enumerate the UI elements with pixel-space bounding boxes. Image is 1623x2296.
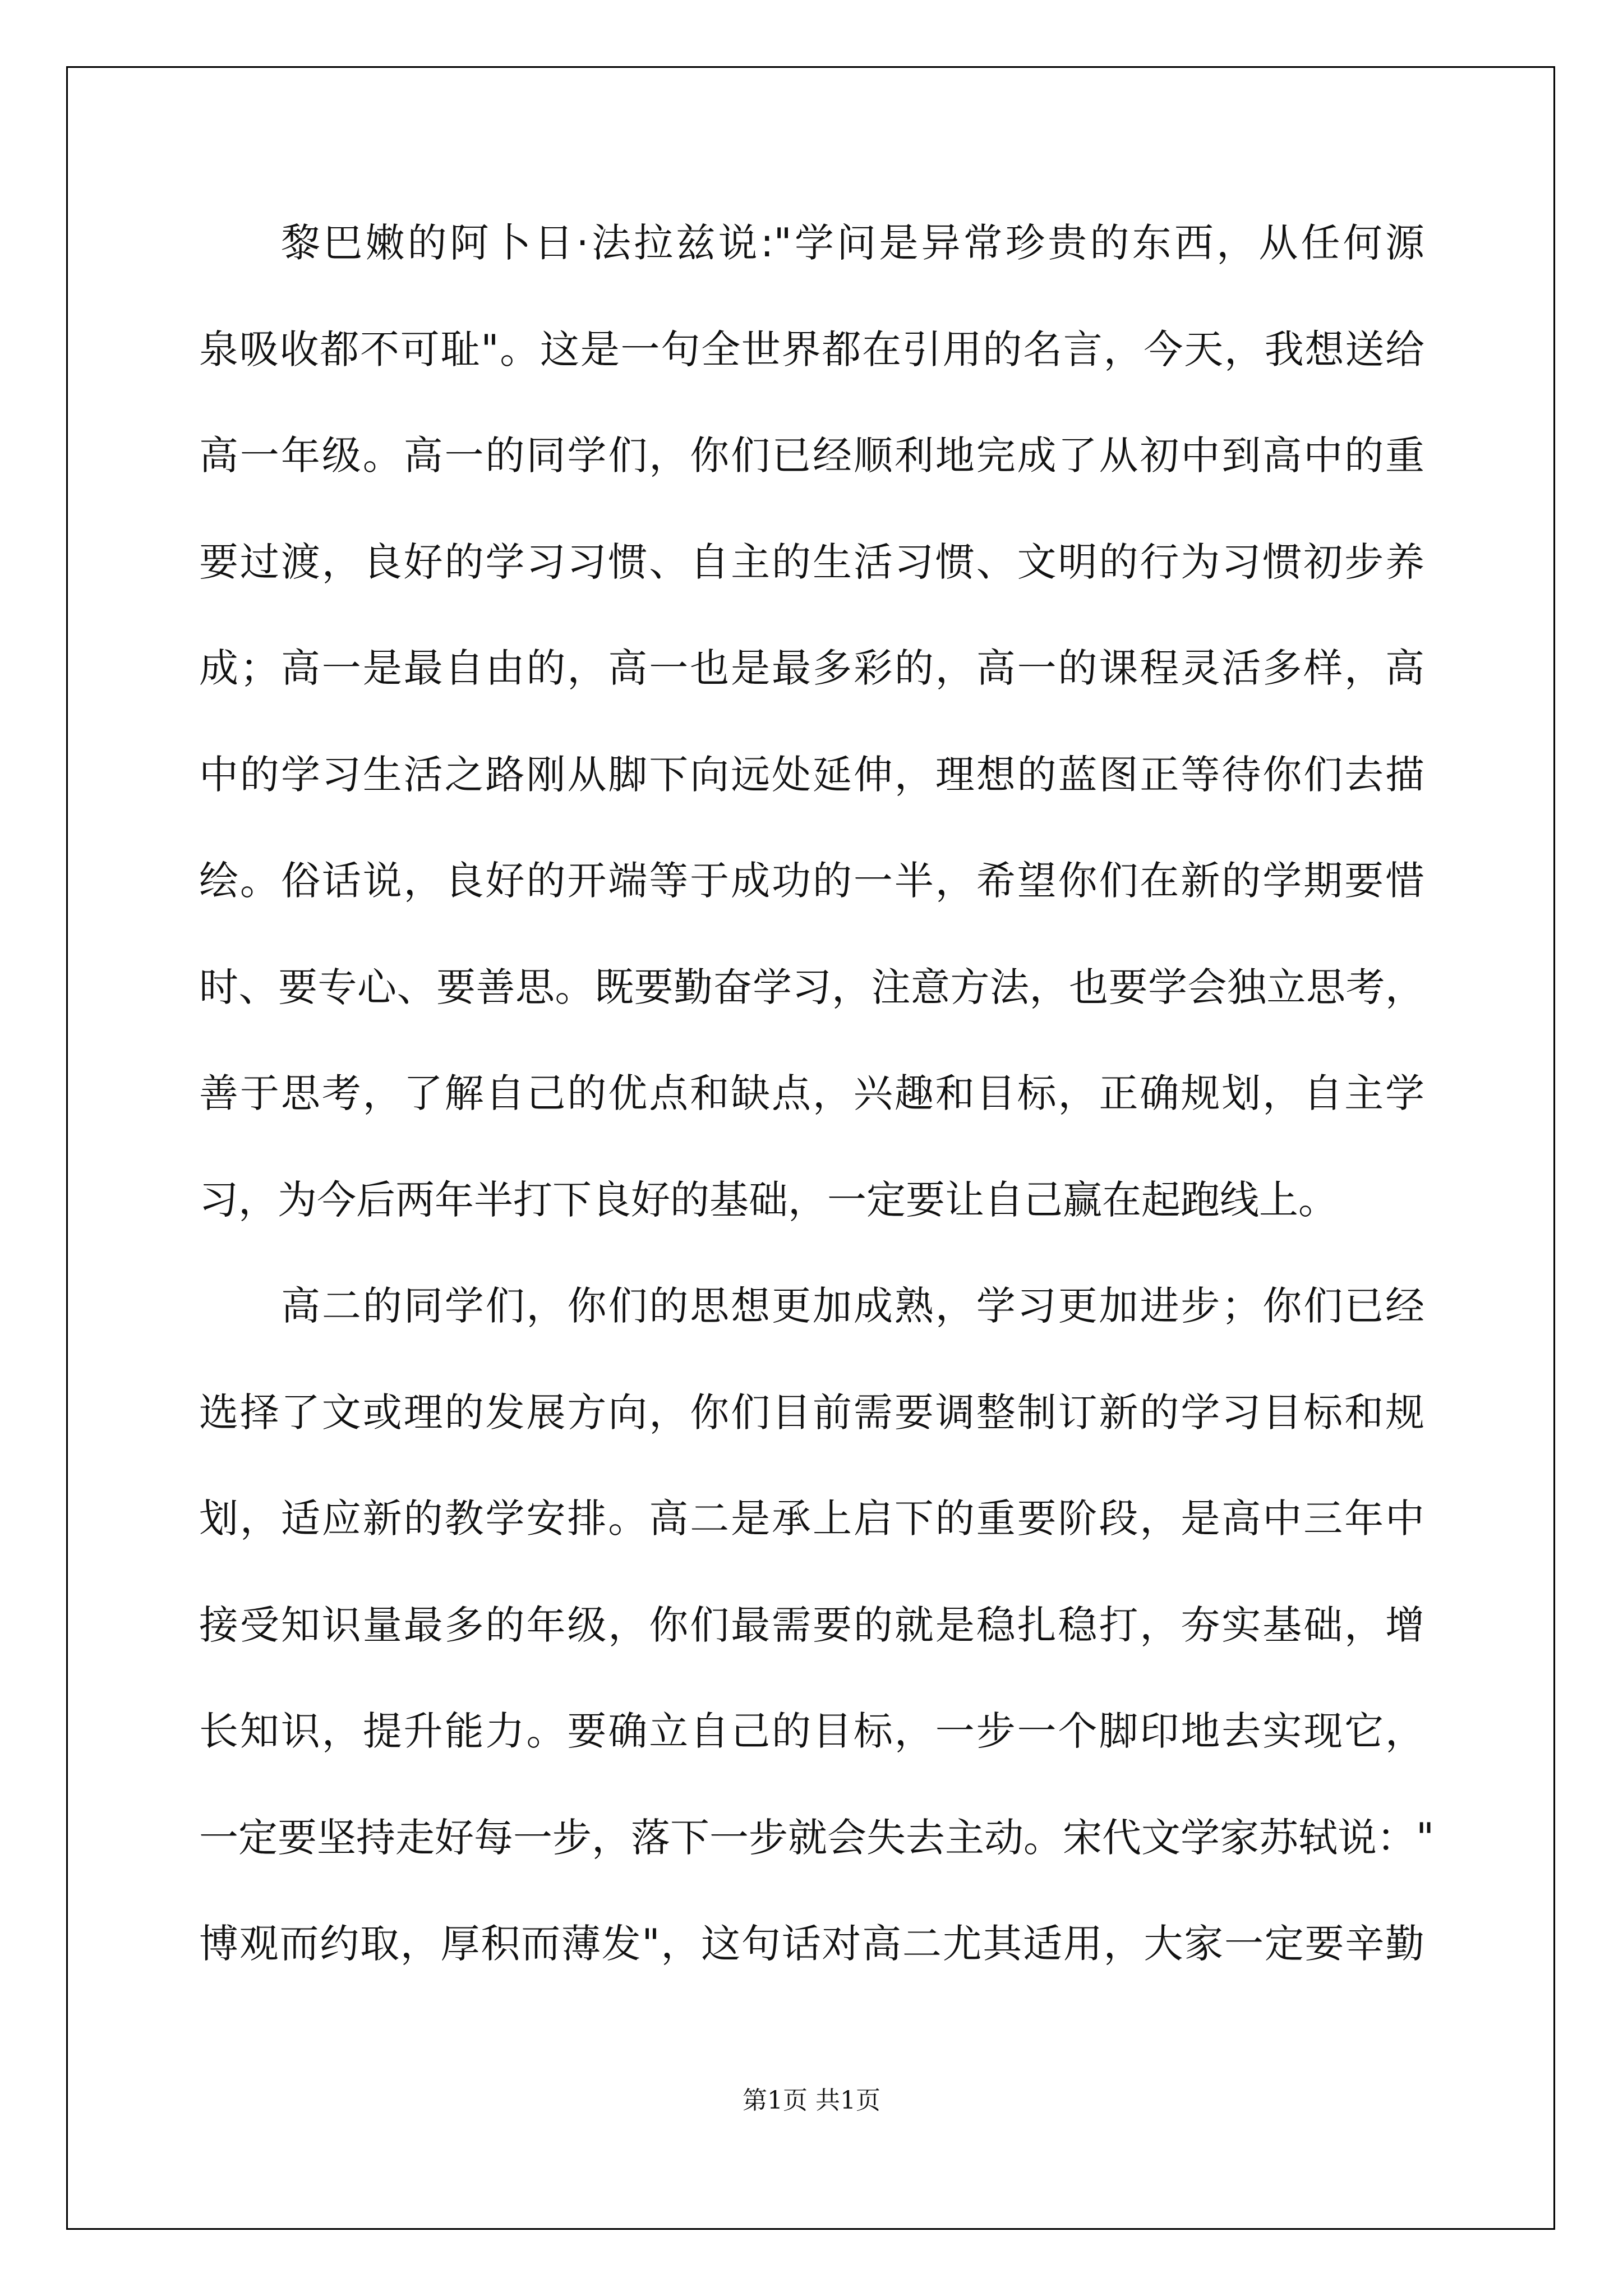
document-body [199, 215, 1435, 2022]
paragraph-1-line-10: 习，为今后两年半打下良好的基础，一定要让自己赢在起跑线上。 [199, 1176, 1338, 1223]
paragraph-2-line-2: 选择了文或理的发展方向，你们目前需要调整制订新的学习目标和规 [199, 1389, 1424, 1435]
paragraph-1-line-5: 成；高一是最自由的，高一也是最多彩的，高一的课程灵活多样，高 [199, 645, 1424, 691]
paragraph-2-line-4: 接受知识量最多的年级，你们最需要的就是稳扎稳打，夯实基础，增 [199, 1602, 1424, 1648]
paragraph-2-line-5: 长知识，提升能力。要确立自己的目标，一步一个脚印地去实现它， [199, 1708, 1424, 1754]
paragraph-1-line-2: 泉吸收都不可耻"。这是一句全世界都在引用的名言，今天，我想送给 [199, 326, 1424, 372]
paragraph-2-line-7: 博观而约取，厚积而薄发"，这句话对高二尤其适用，大家一定要辛勤 [199, 1921, 1424, 1967]
page-number-footer: 第1页 共1页 [743, 2086, 880, 2115]
paragraph-1-line-3: 高一年级。高一的同学们，你们已经顺利地完成了从初中到高中的重 [199, 432, 1424, 478]
paragraph-1-line-6: 中的学习生活之路刚从脚下向远处延伸，理想的蓝图正等待你们去描 [199, 751, 1424, 798]
paragraph-1-line-7: 绘。俗话说，良好的开端等于成功的一半，希望你们在新的学期要惜 [199, 858, 1424, 904]
paragraph-2-line-1: 高二的同学们，你们的思想更加成熟，学习更加进步；你们已经 [281, 1283, 1424, 1329]
paragraph-1-line-1: 黎巴嫩的阿卜日·法拉兹说:"学问是异常珍贵的东西，从任何源 [281, 220, 1424, 266]
paragraph-1-line-4: 要过渡，良好的学习习惯、自主的生活习惯、文明的行为习惯初步养 [199, 539, 1424, 585]
paragraph-1-line-8: 时、要专心、要善思。既要勤奋学习，注意方法，也要学会独立思考， [199, 964, 1424, 1010]
paragraph-2-line-3: 划，适应新的教学安排。高二是承上启下的重要阶段，是高中三年中 [199, 1496, 1424, 1542]
paragraph-1-line-9: 善于思考，了解自己的优点和缺点，兴趣和目标，正确规划，自主学 [199, 1070, 1424, 1116]
paragraph-2-line-6: 一定要坚持走好每一步，落下一步就会失去主动。宋代文学家苏轼说：" [199, 1814, 1435, 1861]
